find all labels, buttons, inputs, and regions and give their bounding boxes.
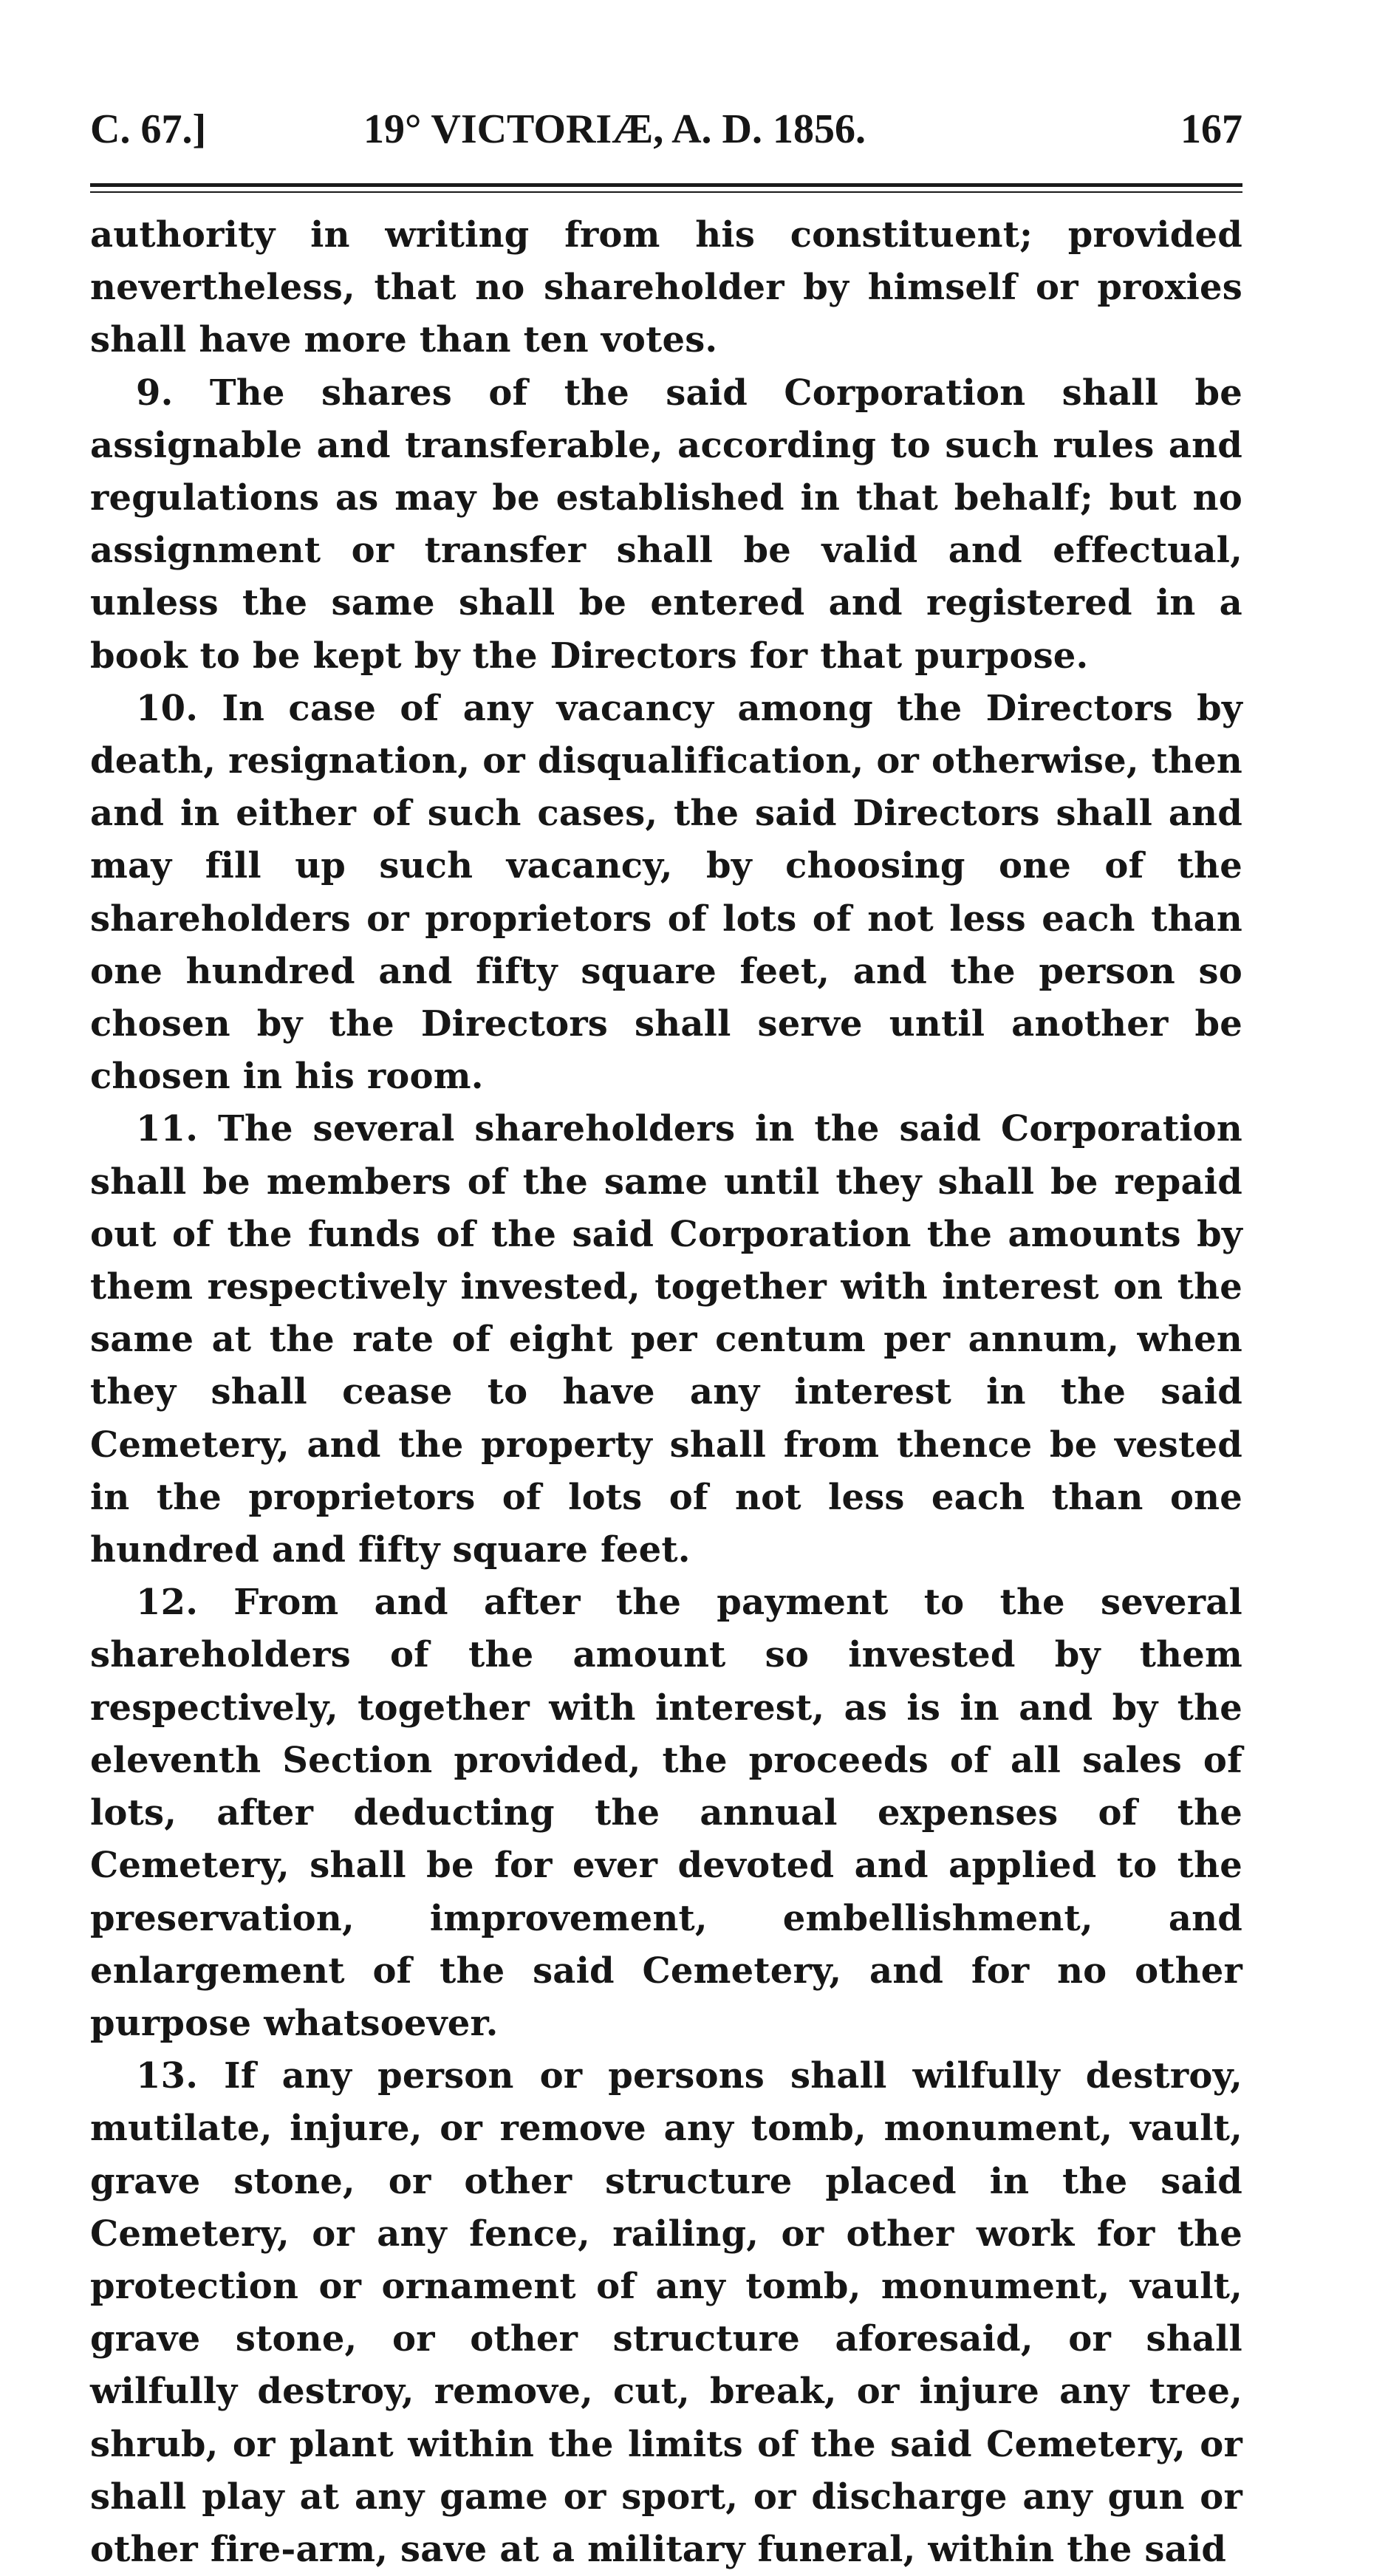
paragraph-text: authority in writing from his constituent; provided nevertheless, that no shareholder by himself or proxies shall have more than ten votes. — [90, 214, 1242, 361]
section-13 — [90, 2050, 1242, 2576]
section-number: 12. — [136, 1582, 199, 1624]
statute-title: 19° VICTORIÆ, A. D. 1856. — [363, 106, 866, 152]
paragraph-continuation — [90, 209, 1242, 367]
section-number: 9. — [136, 372, 174, 414]
section-text: From and after the payment to the several shareholders of the amount so invested by them respectively, together with interest, as is in and by the eleventh Section provided, the proceeds of all sales of lots, after deducting the annual expenses of the Cemetery, shall be for ever devoted and applied to the preservation, improvement, embellishment, and enlargement of the said Cemetery, and for no other purpose whatsoever. — [90, 1582, 1242, 2044]
section-11 — [90, 1103, 1242, 1576]
chapter-reference: C. 67.] — [90, 106, 207, 152]
section-text: If any person or persons shall wilfully destroy, mutilate, injure, or remove any tomb, monument, vault, grave stone, or other structure placed in the said Cemetery, or any fence, railing, or other work for the protection or ornament of any tomb, monument, vault, grave stone, or other structure aforesaid, or shall wilfully destroy, remove, cut, break, or injure any tree, shrub, or plant within the limits of the said Cemetery, or shall play at any game or sport, or discharge any gun or other fire-arm, save at a military funeral, within the said — [90, 2055, 1242, 2570]
document-page — [90, 89, 1242, 2576]
running-head — [90, 89, 1242, 170]
section-number: 13. — [136, 2055, 199, 2097]
section-number: 10. — [136, 687, 199, 729]
page-number: 167 — [1180, 106, 1242, 152]
body-text — [90, 209, 1242, 2576]
section-10 — [90, 683, 1242, 1104]
section-text: In case of any vacancy among the Directors by death, resignation, or disqualification, or otherwise, then and in either of such cases, the said Directors shall and may fill up such vacancy, by choosing one of the shareholders or proprietors of lots of not less each than one hundred and fifty square feet, and the person so chosen by the Directors shall serve until another be chosen in his room. — [90, 687, 1242, 1098]
header-rule-thin — [90, 191, 1242, 193]
header-rule-thick — [90, 183, 1242, 187]
section-text: The several shareholders in the said Corporation shall be members of the same until they shall be repaid out of the funds of the said Corporation the amounts by them respectively invested, together with interest on the same at the rate of eight per centum per annum, when they shall cease to have any interest in the said Cemetery, and the property shall from thence be vested in the proprietors of lots of not less each than one hundred and fifty square feet. — [90, 1108, 1242, 1571]
section-number: 11. — [136, 1108, 199, 1150]
section-text: The shares of the said Corporation shall be assignable and transferable, according to such rules and regulations as may be established in that behalf; but no assignment or transfer shall be valid and effectual, unless the same shall be entered and registered in a book to be kept by the Directors for that purpose. — [90, 372, 1242, 677]
section-9 — [90, 367, 1242, 683]
section-12 — [90, 1576, 1242, 2050]
